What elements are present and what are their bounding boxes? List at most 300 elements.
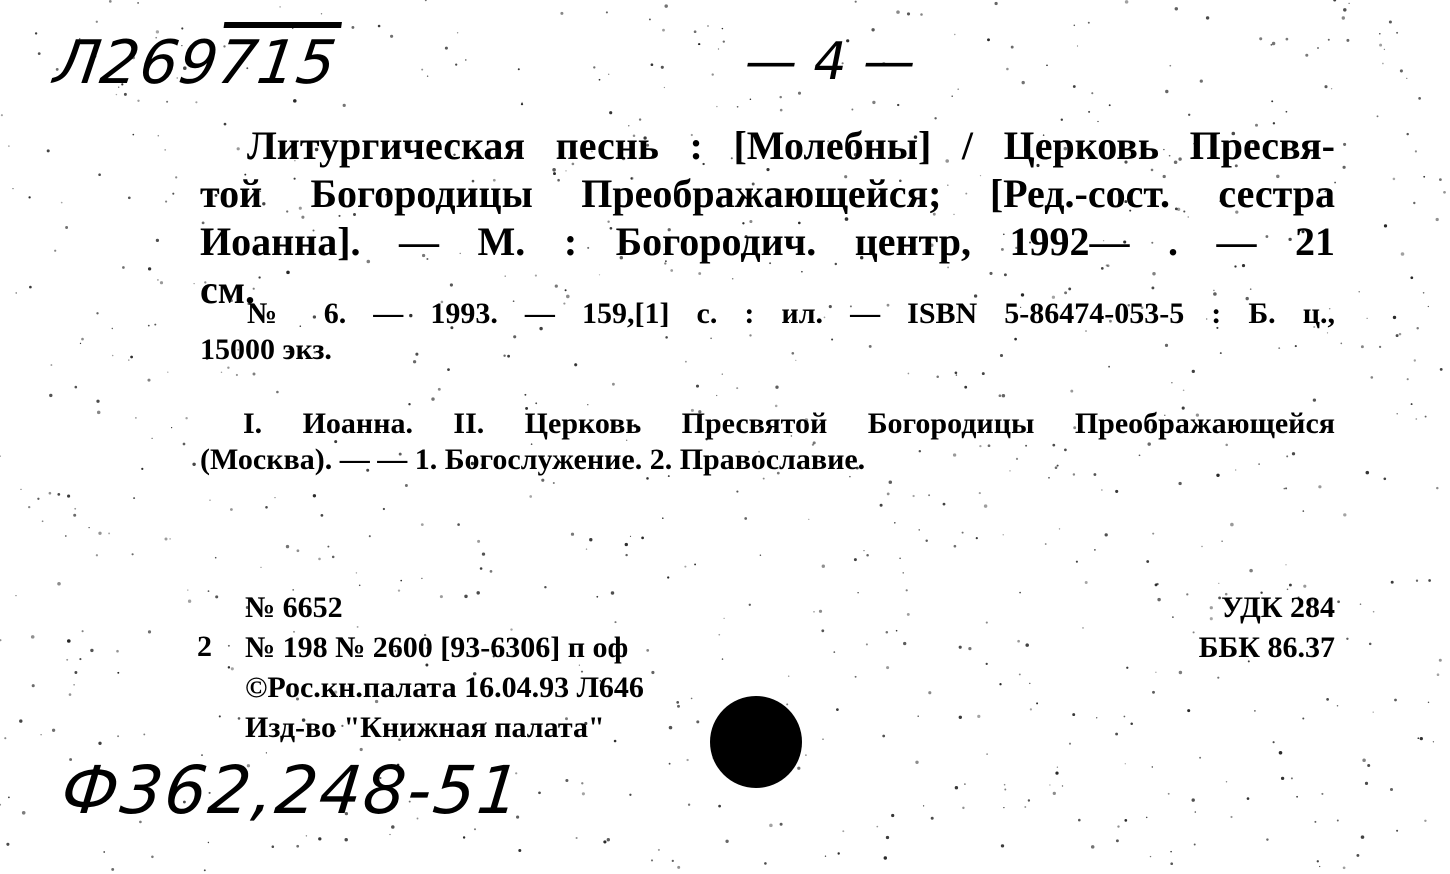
speckle-dot — [1201, 546, 1202, 547]
speckle-dot — [117, 735, 119, 737]
speckle-dot — [718, 634, 720, 636]
speckle-dot — [919, 529, 920, 530]
speckle-dot — [894, 522, 896, 524]
speckle-dot — [389, 834, 390, 835]
speckle-dot — [1094, 549, 1096, 551]
imprint-line-2: № 198 № 2600 [93-6306] п оф — [245, 631, 629, 664]
speckle-dot — [28, 506, 30, 508]
speckle-dot — [1169, 65, 1171, 67]
speckle-dot — [37, 498, 39, 500]
speckle-dot — [725, 840, 728, 843]
speckle-dot — [1076, 561, 1078, 563]
speckle-dot — [1396, 830, 1398, 832]
speckle-dot — [1130, 723, 1133, 726]
speckle-dot — [421, 523, 424, 526]
speckle-dot — [8, 145, 9, 146]
speckle-dot — [98, 742, 101, 745]
speckle-dot — [822, 738, 824, 740]
speckle-dot — [1440, 368, 1443, 371]
imprint-line-3: ©Рос.кн.палата 16.04.93 Л646 — [245, 671, 644, 704]
speckle-dot — [1437, 673, 1440, 676]
speckle-dot — [1396, 334, 1399, 337]
speckle-dot — [1146, 817, 1148, 819]
speckle-dot — [296, 845, 299, 848]
speckle-dot — [57, 493, 60, 496]
speckle-dot — [1249, 569, 1253, 573]
speckle-dot — [457, 32, 458, 33]
speckle-dot — [425, 0, 427, 1]
speckle-dot — [165, 201, 167, 203]
speckle-dot — [779, 96, 781, 98]
speckle-dot — [1356, 854, 1359, 857]
speckle-dot — [369, 535, 371, 537]
speckle-dot — [819, 610, 822, 613]
speckle-dot — [151, 856, 154, 859]
speckle-dot — [915, 761, 918, 764]
speckle-dot — [1289, 584, 1292, 587]
speckle-dot — [896, 630, 898, 632]
speckle-dot — [1179, 671, 1182, 674]
speckle-dot — [128, 359, 129, 360]
speckle-dot — [400, 580, 402, 582]
speckle-dot — [457, 523, 460, 526]
speckle-dot — [968, 647, 971, 650]
speckle-dot — [1168, 793, 1170, 795]
speckle-dot — [183, 443, 186, 446]
speckle-dot — [1361, 835, 1365, 839]
speckle-dot — [1259, 37, 1262, 40]
speckle-dot — [1230, 816, 1232, 818]
speckle-dot — [1046, 64, 1048, 66]
speckle-dot — [1286, 111, 1288, 113]
speckle-dot — [96, 554, 98, 556]
handwritten-shelfmark-bottom: Ф362,248-51 — [57, 752, 526, 829]
speckle-dot — [1029, 683, 1030, 684]
main-entry — [200, 122, 1335, 314]
speckle-dot — [1022, 81, 1025, 84]
speckle-dot — [0, 455, 1, 456]
speckle-dot — [521, 102, 522, 103]
speckle-dot — [228, 645, 230, 647]
speckle-dot — [651, 63, 654, 66]
entry-line-1: Литургическая песнь : [Молебны] / Церковь Пресвя- — [247, 123, 1335, 168]
speckle-dot — [786, 703, 788, 705]
speckle-dot — [775, 386, 778, 389]
speckle-dot — [923, 805, 924, 806]
speckle-dot — [723, 618, 724, 619]
speckle-dot — [593, 66, 595, 68]
speckle-dot — [61, 202, 63, 204]
speckle-dot — [108, 532, 110, 534]
speckle-dot — [955, 371, 958, 374]
speckle-dot — [22, 811, 26, 815]
speckle-dot — [736, 491, 738, 493]
speckle-dot — [490, 570, 493, 573]
speckle-dot — [897, 104, 899, 106]
speckle-dot — [74, 508, 76, 510]
speckle-dot — [649, 18, 651, 20]
speckle-dot — [1436, 218, 1439, 221]
speckle-dot — [215, 595, 218, 598]
speckle-dot — [1343, 166, 1346, 169]
speckle-dot — [0, 804, 1, 806]
speckle-dot — [1389, 20, 1392, 23]
imprint-line-1: № 6652 — [245, 591, 343, 624]
speckle-dot — [427, 76, 428, 77]
speckle-dot — [49, 492, 52, 495]
speckle-dot — [955, 786, 958, 789]
speckle-dot — [716, 106, 717, 107]
speckle-dot — [986, 753, 988, 755]
speckle-dot — [143, 733, 145, 735]
speckle-dot — [586, 548, 587, 549]
speckle-dot — [1183, 390, 1185, 392]
speckle-dot — [75, 386, 78, 389]
speckle-dot — [360, 748, 363, 751]
speckle-dot — [1302, 717, 1304, 719]
speckle-dot — [956, 374, 957, 375]
speckle-dot — [1011, 46, 1014, 49]
speckle-dot — [560, 12, 563, 15]
speckle-dot — [111, 868, 114, 871]
speckle-dot — [6, 843, 9, 846]
speckle-dot — [1195, 811, 1197, 813]
speckle-dot — [964, 386, 967, 389]
speckle-dot — [1367, 764, 1370, 767]
speckle-dot — [1019, 673, 1021, 675]
shelfmark-prefix: Л269 — [50, 28, 224, 98]
speckle-dot — [842, 830, 844, 832]
speckle-dot — [780, 109, 783, 112]
entry-line-3: Иоанна]. — М. : Богородич. центр, 1992— . — 21 — [200, 219, 1335, 264]
speckle-dot — [1024, 806, 1026, 808]
speckle-dot — [383, 508, 385, 510]
speckle-dot — [538, 791, 541, 794]
speckle-dot — [836, 708, 839, 711]
speckle-dot — [855, 676, 857, 678]
speckle-dot — [1019, 592, 1021, 594]
speckle-dot — [1028, 799, 1030, 801]
speckle-dot — [718, 48, 719, 49]
speckle-dot — [122, 266, 125, 269]
speckle-dot — [1342, 16, 1345, 19]
speckle-dot — [1152, 533, 1154, 535]
speckle-dot — [130, 356, 133, 359]
speckle-dot — [1036, 702, 1038, 704]
speckle-dot — [1393, 178, 1396, 181]
speckle-dot — [669, 726, 673, 730]
speckle-dot — [1078, 819, 1081, 822]
speckle-dot — [82, 630, 84, 632]
speckle-dot — [589, 538, 592, 541]
speckle-dot — [1343, 513, 1346, 516]
speckle-dot — [193, 283, 194, 284]
speckle-dot — [1152, 766, 1153, 767]
speckle-dot — [154, 324, 156, 326]
speckle-dot — [925, 539, 927, 541]
speckle-dot — [603, 840, 606, 843]
speckle-dot — [151, 438, 152, 439]
speckle-dot — [1317, 860, 1319, 862]
speckle-dot — [889, 480, 892, 483]
speckle-dot — [1003, 534, 1004, 535]
speckle-dot — [1004, 789, 1006, 791]
speckle-dot — [1124, 819, 1127, 822]
speckle-dot — [1279, 751, 1283, 755]
speckle-dot — [1428, 702, 1429, 703]
speckle-dot — [813, 611, 815, 613]
speckle-dot — [1416, 580, 1418, 582]
speckle-dot — [1423, 292, 1425, 294]
speckle-dot — [986, 622, 988, 624]
speckle-dot — [524, 394, 526, 396]
speckle-dot — [148, 325, 150, 327]
speckle-dot — [609, 111, 612, 114]
speckle-dot — [109, 0, 112, 3]
speckle-dot — [1193, 631, 1195, 633]
speckle-dot — [1420, 737, 1423, 740]
speckle-dot — [651, 859, 653, 861]
speckle-dot — [165, 538, 168, 541]
speckle-dot — [797, 767, 800, 770]
speckle-dot — [651, 671, 654, 674]
speckle-dot — [1414, 359, 1416, 361]
speckle-dot — [286, 545, 289, 548]
speckle-dot — [1373, 611, 1375, 613]
speckle-dot — [1367, 318, 1368, 319]
speckle-dot — [1396, 32, 1398, 34]
speckle-dot — [137, 100, 139, 102]
speckle-dot — [96, 400, 99, 403]
speckle-dot — [1333, 0, 1336, 1]
speckle-dot — [1428, 579, 1431, 582]
speckle-dot — [1192, 798, 1195, 801]
speckle-dot — [306, 835, 307, 836]
speckle-dot — [1266, 838, 1268, 840]
speckle-dot — [535, 402, 537, 404]
speckle-dot — [957, 88, 959, 90]
speckle-dot — [529, 495, 532, 498]
speckle-dot — [116, 650, 119, 653]
speckle-dot — [658, 849, 660, 851]
speckle-dot — [321, 514, 324, 517]
speckle-dot — [421, 69, 423, 71]
speckle-dot — [1393, 316, 1396, 319]
speckle-dot — [228, 666, 230, 668]
speckle-dot — [221, 372, 222, 373]
speckle-dot — [405, 484, 408, 487]
speckle-dot — [1273, 741, 1275, 743]
speckle-dot — [707, 25, 709, 27]
speckle-dot — [1004, 784, 1006, 786]
speckle-dot — [187, 589, 188, 590]
speckle-dot — [15, 595, 16, 596]
speckle-dot — [1394, 699, 1397, 702]
speckle-dot — [1192, 370, 1195, 373]
speckle-dot — [984, 504, 987, 507]
speckle-dot — [1088, 22, 1090, 24]
speckle-dot — [669, 763, 671, 765]
speckle-dot — [625, 543, 628, 546]
speckle-dot — [1230, 523, 1234, 527]
speckle-dot — [81, 338, 84, 341]
speckle-dot — [1443, 191, 1446, 194]
speckle-dot — [1324, 85, 1327, 88]
speckle-dot — [74, 671, 77, 674]
speckle-dot — [135, 417, 137, 419]
speckle-dot — [857, 592, 858, 593]
speckle-dot — [1096, 717, 1097, 718]
speckle-dot — [1082, 627, 1084, 629]
speckle-dot — [780, 823, 783, 826]
speckle-dot — [1109, 104, 1111, 106]
speckle-dot — [518, 68, 520, 70]
speckle-dot — [279, 6, 281, 8]
speckle-dot — [38, 52, 41, 55]
speckle-dot — [931, 817, 934, 820]
speckle-dot — [1115, 490, 1118, 493]
speckle-dot — [664, 4, 667, 7]
speckle-dot — [1117, 825, 1119, 827]
speckle-dot — [723, 40, 725, 42]
speckle-dot — [749, 604, 751, 606]
speckle-dot — [148, 267, 151, 270]
speckle-dot — [321, 13, 322, 14]
speckle-dot — [90, 649, 93, 652]
speckle-dot — [52, 729, 55, 732]
speckle-dot — [465, 59, 466, 60]
speckle-dot — [1073, 85, 1076, 88]
speckle-dot — [1186, 593, 1188, 595]
issue-line-2: 15000 экз. — [200, 333, 332, 366]
speckle-dot — [4, 737, 6, 739]
speckle-dot — [886, 631, 889, 634]
speckle-dot — [1101, 489, 1102, 490]
speckle-dot — [421, 578, 422, 579]
speckle-dot — [821, 629, 824, 632]
speckle-dot — [1171, 382, 1172, 383]
speckle-dot — [96, 312, 98, 314]
speckle-dot — [986, 663, 988, 665]
speckle-dot — [274, 497, 275, 498]
speckle-dot — [1226, 781, 1227, 782]
speckle-dot — [265, 506, 268, 509]
speckle-dot — [1254, 710, 1256, 712]
speckle-dot — [69, 693, 72, 696]
speckle-dot — [677, 705, 680, 708]
speckle-dot — [390, 35, 393, 38]
speckle-dot — [327, 546, 329, 548]
speckle-dot — [907, 12, 910, 15]
speckle-dot — [884, 856, 887, 859]
speckle-dot — [764, 862, 767, 865]
speckle-dot — [825, 856, 826, 857]
speckle-dot — [148, 630, 151, 633]
speckle-dot — [318, 558, 321, 561]
speckle-dot — [1074, 25, 1076, 27]
speckle-dot — [943, 503, 946, 506]
speckle-dot — [698, 43, 700, 45]
speckle-dot — [686, 759, 688, 761]
speckle-dot — [166, 101, 168, 103]
speckle-dot — [565, 779, 568, 782]
speckle-dot — [1272, 42, 1275, 45]
speckle-dot — [318, 837, 321, 840]
handwritten-shelfmark-top — [50, 28, 341, 98]
speckle-dot — [1077, 45, 1078, 46]
speckle-dot — [1175, 7, 1178, 10]
speckle-dot — [1085, 581, 1088, 584]
speckle-dot — [854, 558, 857, 561]
speckle-dot — [42, 520, 44, 522]
speckle-dot — [230, 508, 233, 511]
speckle-dot — [808, 519, 809, 520]
speckle-dot — [1057, 767, 1058, 768]
speckle-dot — [722, 658, 723, 659]
speckle-dot — [1343, 8, 1346, 11]
speckle-dot — [1178, 482, 1181, 485]
speckle-dot — [553, 482, 555, 484]
speckle-dot — [1370, 376, 1373, 379]
subject-headings — [200, 406, 1335, 478]
speckle-dot — [1001, 844, 1004, 847]
speckle-dot — [866, 554, 869, 557]
speckle-dot — [855, 1, 857, 3]
speckle-dot — [822, 565, 825, 568]
speckle-dot — [1415, 150, 1417, 152]
speckle-dot — [1328, 39, 1330, 41]
speckle-dot — [80, 343, 81, 344]
speckle-dot — [356, 572, 357, 573]
speckle-dot — [276, 391, 279, 394]
speckle-dot — [1337, 600, 1340, 603]
speckle-dot — [1411, 403, 1413, 405]
speckle-dot — [907, 613, 910, 616]
speckle-dot — [999, 683, 1001, 685]
speckle-dot — [1390, 788, 1393, 791]
speckle-dot — [286, 25, 288, 27]
speckle-dot — [1424, 820, 1426, 822]
speckle-dot — [718, 805, 721, 808]
speckle-dot — [1152, 691, 1155, 694]
speckle-dot — [886, 836, 889, 839]
speckle-dot — [1418, 97, 1421, 100]
speckle-dot — [96, 21, 98, 23]
punch-hole — [710, 696, 802, 788]
speckle-dot — [964, 783, 966, 785]
speckle-dot — [1417, 737, 1419, 739]
speckle-dot — [1391, 581, 1394, 584]
speckle-dot — [882, 735, 885, 738]
speckle-dot — [1069, 743, 1071, 745]
speckle-dot — [1045, 543, 1047, 545]
speckle-dot — [32, 684, 35, 687]
speckle-dot — [1217, 677, 1219, 679]
speckle-dot — [231, 667, 234, 670]
speckle-dot — [1305, 54, 1308, 57]
speckle-dot — [1059, 528, 1060, 529]
speckle-dot — [1313, 398, 1316, 401]
speckle-dot — [954, 34, 955, 35]
speckle-dot — [12, 188, 13, 189]
speckle-dot — [1415, 418, 1417, 420]
speckle-dot — [917, 715, 918, 716]
speckle-dot — [65, 226, 68, 229]
speckle-dot — [716, 395, 717, 396]
speckle-dot — [8, 797, 10, 799]
speckle-dot — [1070, 390, 1073, 393]
speckle-dot — [1284, 488, 1286, 490]
